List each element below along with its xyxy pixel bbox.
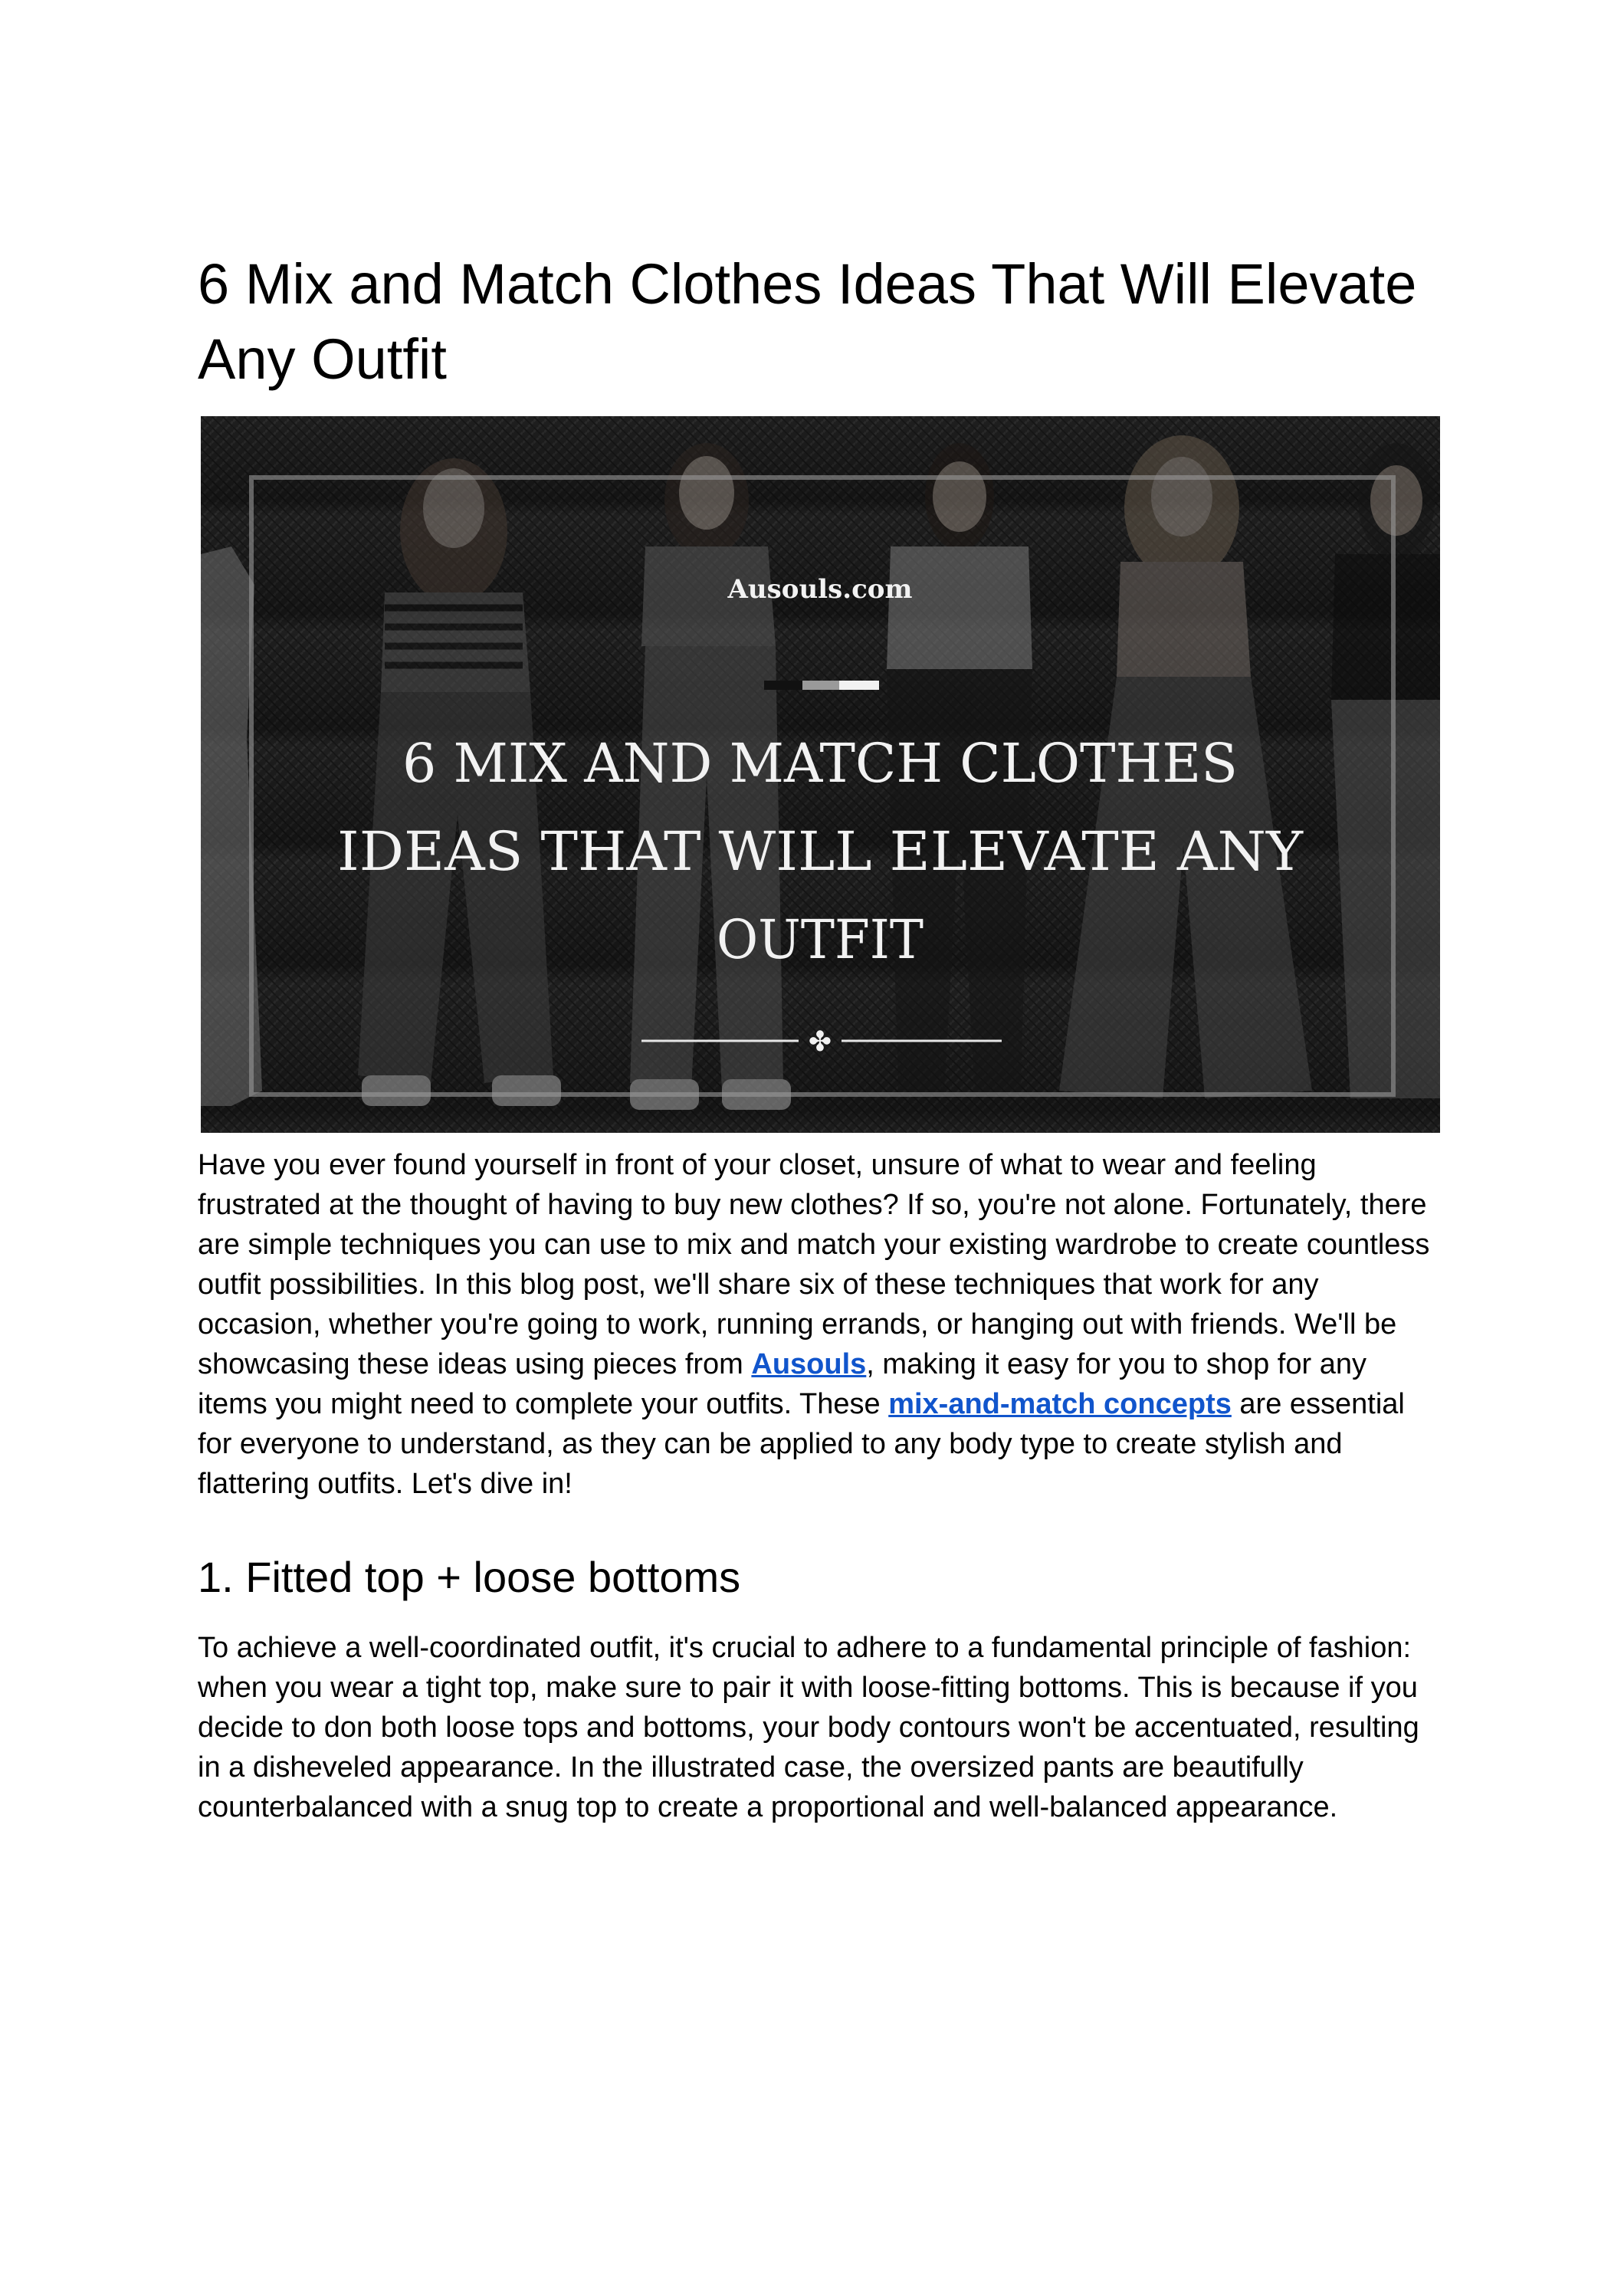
hero-divider-bar	[764, 681, 879, 690]
intro-paragraph	[198, 1145, 1443, 1504]
hero-title-line-2: IDEAS THAT WILL ELEVATE ANY	[337, 820, 1304, 883]
hero-image	[201, 416, 1440, 1133]
section-1-heading: 1. Fitted top + loose bottoms	[198, 1553, 741, 1601]
hero-title-line-1: 6 MIX AND MATCH CLOTHES	[402, 732, 1238, 795]
hero-brand: Ausouls.com	[727, 574, 913, 605]
intro-text-2: , making it easy for you to shop for any items you might need to complete your outfits. These	[198, 1348, 1366, 1420]
mix-and-match-concepts-link[interactable]: mix-and-match concepts	[888, 1388, 1232, 1420]
ornament-icon: ✤	[808, 1026, 832, 1058]
intro-text-3: are essential for everyone to understand, as they can be applied to any body type to create stylish and flattering outfits. Let's dive in!	[198, 1388, 1405, 1500]
hero-title-line-3: OUTFIT	[717, 908, 924, 971]
ausouls-link[interactable]: Ausouls	[751, 1348, 867, 1380]
intro-text-1: Have you ever found yourself in front of your closet, unsure of what to wear and feeling frustrated at the thought of having to buy new clothes? If so, you're not alone. Fortunately, there are simple techniques you can use to mix and match your existing wardrobe to create countless outfit possibilities. In this blog post, we'll share six of these techniques that work for any occasion, whether you're going to work, running errands, or hanging out with friends. We'll be showcasing these ideas using pieces from	[198, 1149, 1430, 1380]
section-1-body: To achieve a well-coordinated outfit, it's crucial to adhere to a fundamental principle of fashion: when you wear a tight top, make sure to pair it with loose-fitting bottoms. This is because if you decide to don both loose tops and bottoms, your body contours won't be accentuated, resulting in a disheveled appearance. In the illustrated case, the oversized pants are beautifully counterbalanced with a snug top to create a proportional and well-balanced appearance.	[198, 1632, 1419, 1823]
page-title: 6 Mix and Match Clothes Ideas That Will Elevate Any Outfit	[198, 252, 1417, 391]
